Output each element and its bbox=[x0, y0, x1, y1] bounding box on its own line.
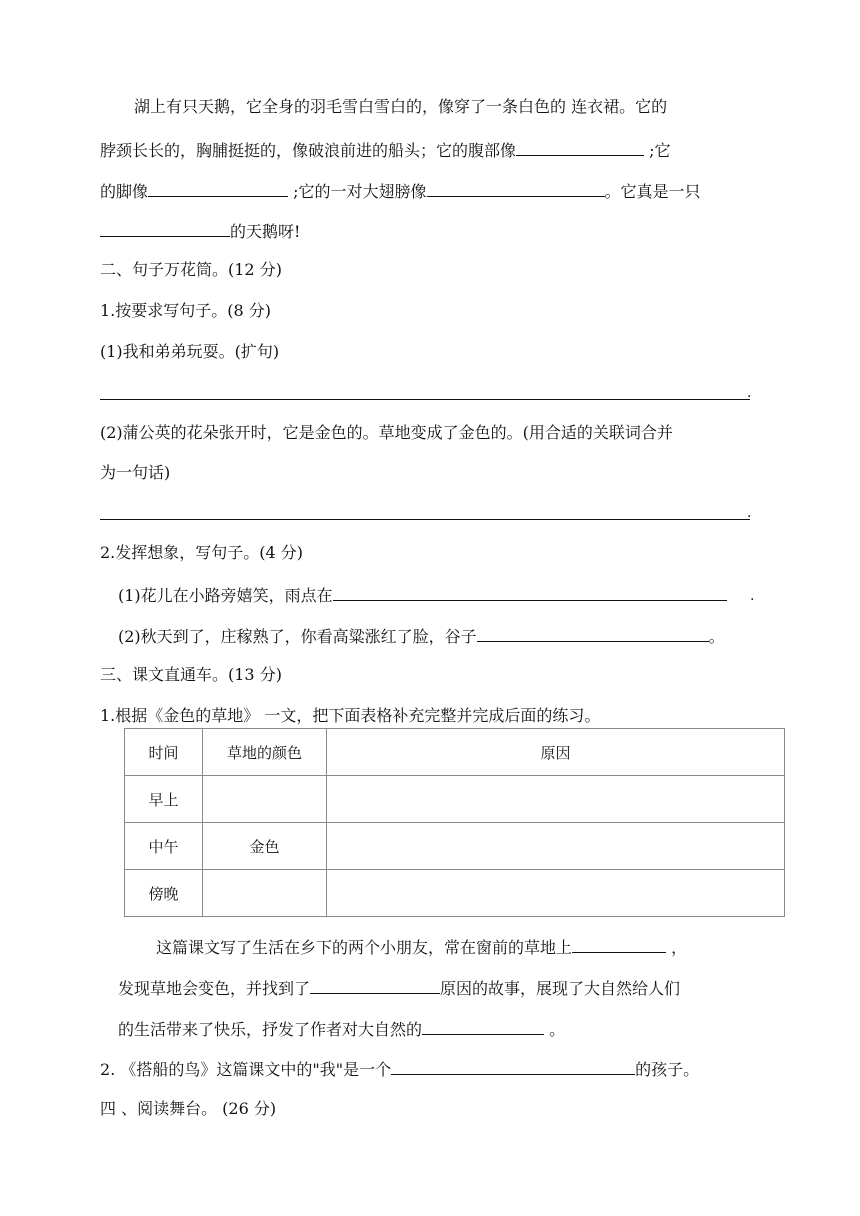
cell-color: 金色 bbox=[203, 823, 327, 870]
table-row bbox=[125, 870, 785, 917]
cell-color[interactable] bbox=[203, 870, 327, 917]
cell-time: 傍晚 bbox=[125, 870, 203, 917]
summary-text-3a: 的生活带来了快乐，抒发了作者对大自然的 bbox=[118, 1020, 423, 1039]
swan-line-2 bbox=[100, 137, 671, 163]
answer-line-period: . bbox=[747, 505, 752, 521]
q2-1-2-prompt-line-1: (2)蒲公英的花朵张开时，它是金色的。草地变成了金色的。(用合适的关联词合并 bbox=[100, 423, 673, 442]
summary-text-3b: 。 bbox=[549, 1020, 566, 1039]
section-2-title: 二、句子万花筒。(12 分) bbox=[100, 260, 282, 279]
summary-blank-1[interactable] bbox=[572, 934, 666, 953]
cell-reason[interactable] bbox=[327, 823, 785, 870]
summary-text-2b: 原因的故事，展现了大自然给人们 bbox=[440, 979, 681, 998]
summary-text-2a: 发现草地会变色，并找到了 bbox=[118, 979, 311, 998]
summary-blank-2[interactable] bbox=[310, 975, 440, 994]
q3-2-line bbox=[100, 1056, 699, 1082]
q3-1-title: 1.根据《金色的草地》 一文，把下面表格补充完整并完成后面的练习。 bbox=[100, 706, 601, 725]
summary-line-3 bbox=[118, 1016, 565, 1042]
grain-blank[interactable] bbox=[477, 623, 709, 642]
swan-text-3b: ;它的一对大翅膀像 bbox=[293, 182, 427, 201]
section-4-title: 四 、阅读舞台。 (26 分) bbox=[100, 1099, 277, 1118]
summary-line-1 bbox=[156, 934, 687, 960]
q3-2-prompt: 2. 《搭船的鸟》这篇课文中的"我"是一个 bbox=[100, 1060, 392, 1079]
swan-adjective-blank[interactable] bbox=[100, 218, 230, 237]
swan-text-3a: 的脚像 bbox=[100, 182, 149, 201]
summary-text-1a: 这篇课文写了生活在乡下的两个小朋友，常在窗前的草地上 bbox=[156, 938, 573, 957]
cell-time: 早上 bbox=[125, 776, 203, 823]
header-reason: 原因 bbox=[327, 729, 785, 776]
q2-2-2-end: 。 bbox=[708, 627, 725, 646]
header-color: 草地的颜色 bbox=[203, 729, 327, 776]
q2-2-title: 2.发挥想象，写句子。(4 分) bbox=[100, 543, 304, 562]
swan-line-4 bbox=[100, 218, 300, 244]
swan-text-1: 湖上有只天鹅，它全身的羽毛雪白雪白的，像穿了一条白色的 连衣裙。它的 bbox=[134, 97, 668, 116]
table-row bbox=[125, 823, 785, 870]
q2-1-1-prompt: (1)我和弟弟玩耍。(扩句) bbox=[100, 342, 280, 361]
swan-text-2b: ;它 bbox=[649, 141, 671, 160]
cell-reason[interactable] bbox=[327, 870, 785, 917]
q2-2-1-line bbox=[118, 582, 727, 608]
summary-text-1b: ， bbox=[671, 938, 688, 957]
answer-line-period: . bbox=[747, 385, 752, 401]
grass-color-table bbox=[124, 728, 785, 917]
swan-text-2a: 脖颈长长的，胸脯挺挺的，像破浪前进的船头；它的腹部像 bbox=[100, 141, 517, 160]
q2-2-2-line bbox=[118, 623, 725, 649]
q3-2-end: 的孩子。 bbox=[635, 1060, 700, 1079]
table-header-row bbox=[125, 729, 785, 776]
swan-text-4: 的天鹅呀! bbox=[230, 222, 301, 241]
feet-blank[interactable] bbox=[148, 178, 288, 197]
swan-line-3 bbox=[100, 178, 701, 204]
summary-line-2 bbox=[118, 975, 680, 1001]
bird-kid-blank[interactable] bbox=[391, 1056, 635, 1075]
cell-time: 中午 bbox=[125, 823, 203, 870]
table-row bbox=[125, 776, 785, 823]
raindrop-blank[interactable] bbox=[333, 582, 727, 601]
q2-1-2-prompt-line-2: 为一句话) bbox=[100, 463, 171, 482]
q2-1-title: 1.按要求写句子。(8 分) bbox=[100, 301, 272, 320]
wings-blank[interactable] bbox=[427, 178, 605, 197]
belly-blank[interactable] bbox=[516, 137, 644, 156]
summary-blank-3[interactable] bbox=[422, 1016, 544, 1035]
answer-line-expand[interactable] bbox=[100, 399, 750, 400]
swan-line-1 bbox=[134, 95, 667, 119]
swan-text-3c: 。它真是一只 bbox=[604, 182, 701, 201]
cell-reason[interactable] bbox=[327, 776, 785, 823]
q2-2-1-period: . bbox=[750, 588, 755, 604]
header-time: 时间 bbox=[125, 729, 203, 776]
section-3-title: 三、课文直通车。(13 分) bbox=[100, 665, 282, 684]
cell-color[interactable] bbox=[203, 776, 327, 823]
answer-line-combine[interactable] bbox=[100, 519, 750, 520]
q2-2-2-prompt: (2)秋天到了，庄稼熟了，你看高粱涨红了脸，谷子 bbox=[118, 627, 477, 646]
q2-2-1-prompt: (1)花儿在小路旁嬉笑，雨点在 bbox=[118, 586, 333, 605]
